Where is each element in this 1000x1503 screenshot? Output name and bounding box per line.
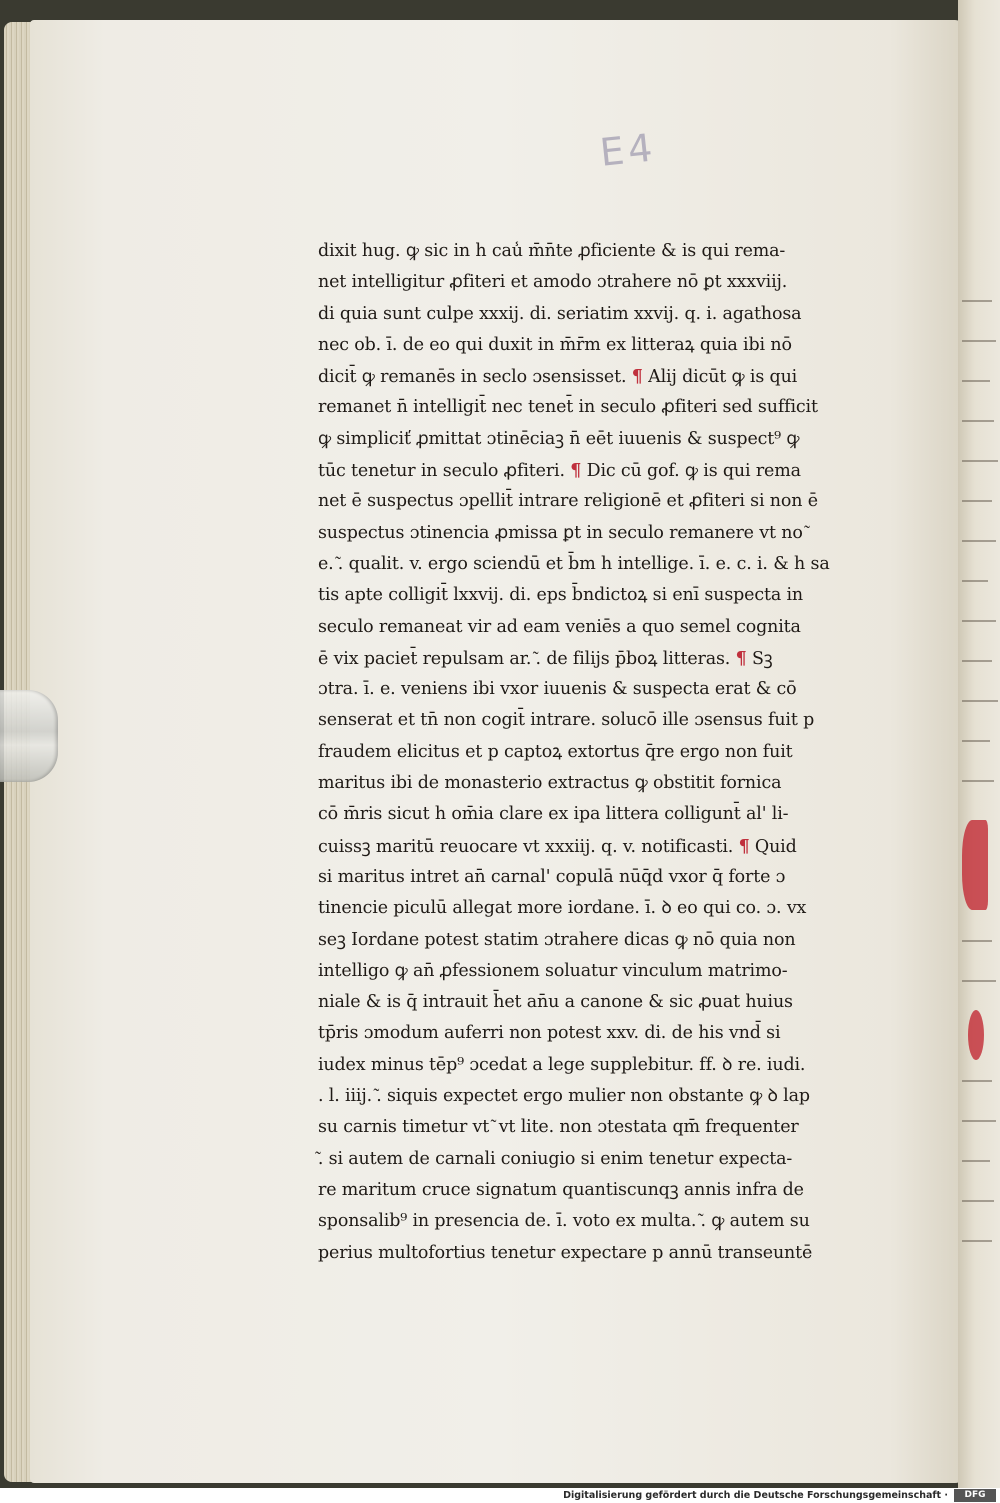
- text-line: dicit̄ ꝙ remanēs in seclo ɔsensisset. ¶ Alij dicūt ꝙ is qui: [318, 366, 798, 388]
- rubric-pilcrow: ¶: [570, 460, 582, 482]
- text-line: maritus ibi de monasterio extractus ꝙ obstitit fornica: [318, 773, 782, 794]
- text-line: sponsalib⁹ in presencia de. ī. voto ex multa. ͂. ꝙ autem su: [318, 1211, 810, 1232]
- text-line: net ē suspectus ɔpellit̄ intrare religionē et ꝓfiteri si non ē: [318, 491, 818, 512]
- rubric-pilcrow: ¶: [735, 647, 747, 669]
- rubric-pilcrow: ¶: [738, 835, 750, 857]
- text-line: seꝫ Iordane potest statim ɔtrahere dicas ꝙ nō quia non: [318, 929, 796, 950]
- text-line: remanet n̄ intelligit̄ nec tenet̄ in seculo ꝓfiteri sed sufficit: [318, 397, 818, 418]
- text-line: ͂. si autem de carnali coniugio si enim tenetur expecta-: [318, 1148, 793, 1169]
- dfg-logo: DFG: [954, 1489, 996, 1502]
- page-clip: [0, 690, 58, 782]
- text-line: nec ob. ī. de eo qui duxit in m̄r̄m ex litteraꝝ quia ibi nō: [318, 334, 792, 355]
- digitization-footer: [0, 1488, 1000, 1503]
- text-line: su carnis timetur vt ͂ vt lite. non ɔtestata qm̄ frequenter: [318, 1117, 799, 1138]
- text-line: si maritus intret an̄ carnal' copulā nūq̄d vxor q̄ forte ɔ: [318, 866, 786, 887]
- text-line: fraudem elicitus et p captoꝝ extortus q̄re ergo non fuit: [318, 741, 793, 762]
- text-line: tis apte colligit̄ lxxvij. di. eps b̄ndictoꝝ si enī suspecta in: [318, 585, 804, 606]
- text-line: iudex minus tēp⁹ ɔcedat a lege supplebitur. ff. ꝺ re. iudi.: [318, 1054, 806, 1075]
- text-line: cō m̄ris sicut h om̄ia clare ex ipa littera colligunt̄ al' li-: [318, 804, 789, 825]
- text-block: [318, 236, 913, 1269]
- footer-credit: Digitalisierung gefördert durch die Deutsche Forschungsgemeinschaft ·: [563, 1490, 948, 1501]
- text-line: cuissꝫ maritū reuocare vt xxxiij. q. v. notificasti. ¶ Quid: [318, 835, 797, 857]
- rubric-pilcrow: ¶: [631, 366, 643, 388]
- text-line: dixit hug. ꝙ sic in h cau̾ m̄n̄te ꝓficiente & is qui rema-: [318, 241, 786, 261]
- text-line: e. ͂. qualit. v. ergo sciendū et b̄m h intellige. ī. e. c. i. & h sa: [318, 553, 830, 574]
- text-line: net intelligitur ꝓfiteri et amodo ɔtrahere nō ꝑt xxxviij.: [318, 272, 788, 293]
- text-line: senserat et tn̄ non cogit̄ intrare. solucō ille ɔsensus fuit p: [318, 710, 815, 731]
- text-line: ē vix paciet̄ repulsam ar. ͂. de filijs p̄boꝝ litteras. ¶ Sꝫ: [318, 647, 773, 669]
- text-line: tinencie piculū allegat more iordane. ī. ꝺ eo qui co. ɔ. vx: [318, 898, 807, 919]
- text-line: intelligo ꝙ an̄ ꝓfessionem soluatur vinculum matrimo-: [318, 960, 788, 981]
- text-line: suspectus ɔtinencia ꝓmissa ꝑt in seculo remanere vt no ͂: [318, 522, 807, 543]
- pencil-folio-note: E4: [597, 125, 659, 175]
- text-line: tūc tenetur in seculo ꝓfiteri. ¶ Dic cū gof. ꝙ is qui rema: [318, 460, 801, 482]
- text-line: ꝙ simpliciť ꝓmittat ɔtinēciaꝫ n̄ eēt iuuenis & suspect⁹ ꝙ: [318, 428, 800, 449]
- recto-page-edge: [958, 0, 1000, 1488]
- text-line: seculo remaneat vir ad eam veniēs a quo semel cognita: [318, 616, 801, 637]
- text-line: re maritum cruce signatum quantiscunqꝫ annis infra de: [318, 1179, 804, 1200]
- text-line: niale & is q̄ intrauit h̄et an̄u a canone & sic ꝓuat huius: [318, 992, 793, 1013]
- text-line: . l. iiij. ͂. siquis expectet ergo mulier non obstante ꝙ ꝺ lap: [318, 1086, 810, 1107]
- text-line: tp̄ris ɔmodum auferri non potest xxv. di. de his vnd̄ si: [318, 1023, 781, 1044]
- text-line: perius multofortius tenetur expectare p annū transeuntē: [318, 1242, 813, 1263]
- text-line: di quia sunt culpe xxxij. di. seriatim xxvij. q. i. agathosa: [318, 303, 802, 324]
- text-line: ɔtra. ī. e. veniens ibi vxor iuuenis & suspecta erat & cō: [318, 679, 797, 700]
